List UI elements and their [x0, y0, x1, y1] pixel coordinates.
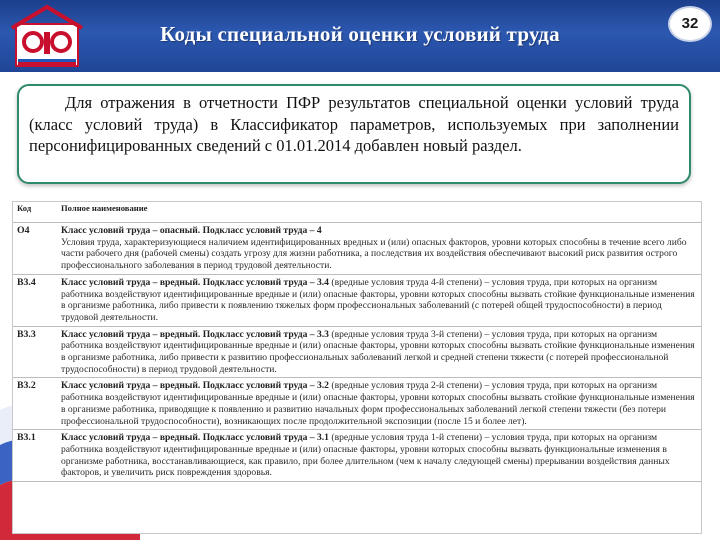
row-title: Класс условий труда – вредный. Подкласс условий труда – 3.1: [61, 432, 332, 444]
row-title: Класс условий труда – опасный. Подкласс условий труда – 4: [61, 225, 322, 236]
page-title: Коды специальной оценки условий труда: [160, 22, 560, 46]
table-row: [13, 274, 701, 326]
table-row: [13, 378, 701, 430]
row-code: В3.1: [13, 430, 57, 482]
slide-number-badge: 32: [668, 6, 712, 42]
table-row: [13, 223, 701, 275]
intro-callout: [17, 84, 691, 184]
row-description: (вредные условия труда 3-й степени) – условия труда, при которых на организм работника воздействуют идентифицированные вредные и (или) опасные факторы, уровни которых способны вызвать стойкие функциональные изменения в организме работника, либо привести к развитию профессиональных заболеваний легкой и средней степени тяжести (с потерей профессиональной трудоспособности) в период трудовой деятельности.: [61, 328, 695, 375]
table-row: [13, 430, 701, 482]
header-bar: [0, 0, 720, 72]
row-code: В3.4: [13, 274, 57, 326]
row-description: (вредные условия труда 4-й степени) – условия труда, при которых на организм работника воздействуют идентифицированные вредные и (или) опасные факторы, уровни которых способны вызвать стойкие функциональные изменения в организме работника, либо привести к появлению тяжелых форм профессиональных заболеваний (с потерей общей трудоспособности) в период трудовой деятельности.: [61, 276, 695, 323]
row-description: (вредные условия труда 1-й степени) – условия труда, при которых на организм работника воздействуют идентифицированные вредные и (или) опасные факторы, уровни которых способны вызвать функциональные изменения в организме работника, восстанавливающиеся, как правило, при более длительном (чем к началу следующей смены) прерывании воздействия данных факторов, и увеличить риск повреждения здоровья.: [61, 432, 670, 479]
codes-table: [13, 202, 701, 482]
row-description-cell: [57, 378, 701, 430]
column-header-code: Код: [13, 202, 57, 223]
classifier-table-panel: [12, 201, 702, 534]
row-title: Класс условий труда – вредный. Подкласс условий труда – 3.3: [61, 328, 332, 340]
row-code: В3.3: [13, 326, 57, 378]
row-description: (вредные условия труда 2-й степени) – условия труда, при которых на организм работника воздействуют идентифицированные вредные и (или) опасные факторы, уровни которых способны вызвать стойкие функциональные изменения в организме работника, приводящие к появлению и развитию начальных форм профессиональных заболеваний легкой степени тяжести (без потери профессиональной трудоспособности), возникающих после продолжительной экспозиции (после 15 и более лет).: [61, 380, 695, 427]
row-description-cell: [57, 326, 701, 378]
row-code: О4: [13, 223, 57, 275]
column-header-name: Полное наименование: [57, 202, 701, 223]
table-header-row: [13, 202, 701, 223]
row-description-cell: [57, 223, 701, 275]
row-description-cell: [57, 430, 701, 482]
row-description-cell: [57, 274, 701, 326]
row-code: В3.2: [13, 378, 57, 430]
row-description: Условия труда, характеризующиеся наличием идентифицированных вредных и (или) опасных факторов, уровни которых способны в течение всего либо части рабочего дня (рабочей смены) создать угрозу для жизни работника, а последствия их воздействия обеспечивают высокий риск развития острого профессионального заболевания в период трудовой деятельности.: [61, 236, 687, 272]
table-row: [13, 326, 701, 378]
intro-text: Для отражения в отчетности ПФР результатов специальной оценки условий труда (класс условий труда) в Классификатор параметров, используемых при заполнении персонифицированных сведений с 01.01.2014 добавлен новый раздел.: [29, 93, 679, 155]
row-title: Класс условий труда – вредный. Подкласс условий труда – 3.4: [61, 276, 332, 288]
row-title: Класс условий труда – вредный. Подкласс условий труда – 3.2: [61, 380, 332, 392]
